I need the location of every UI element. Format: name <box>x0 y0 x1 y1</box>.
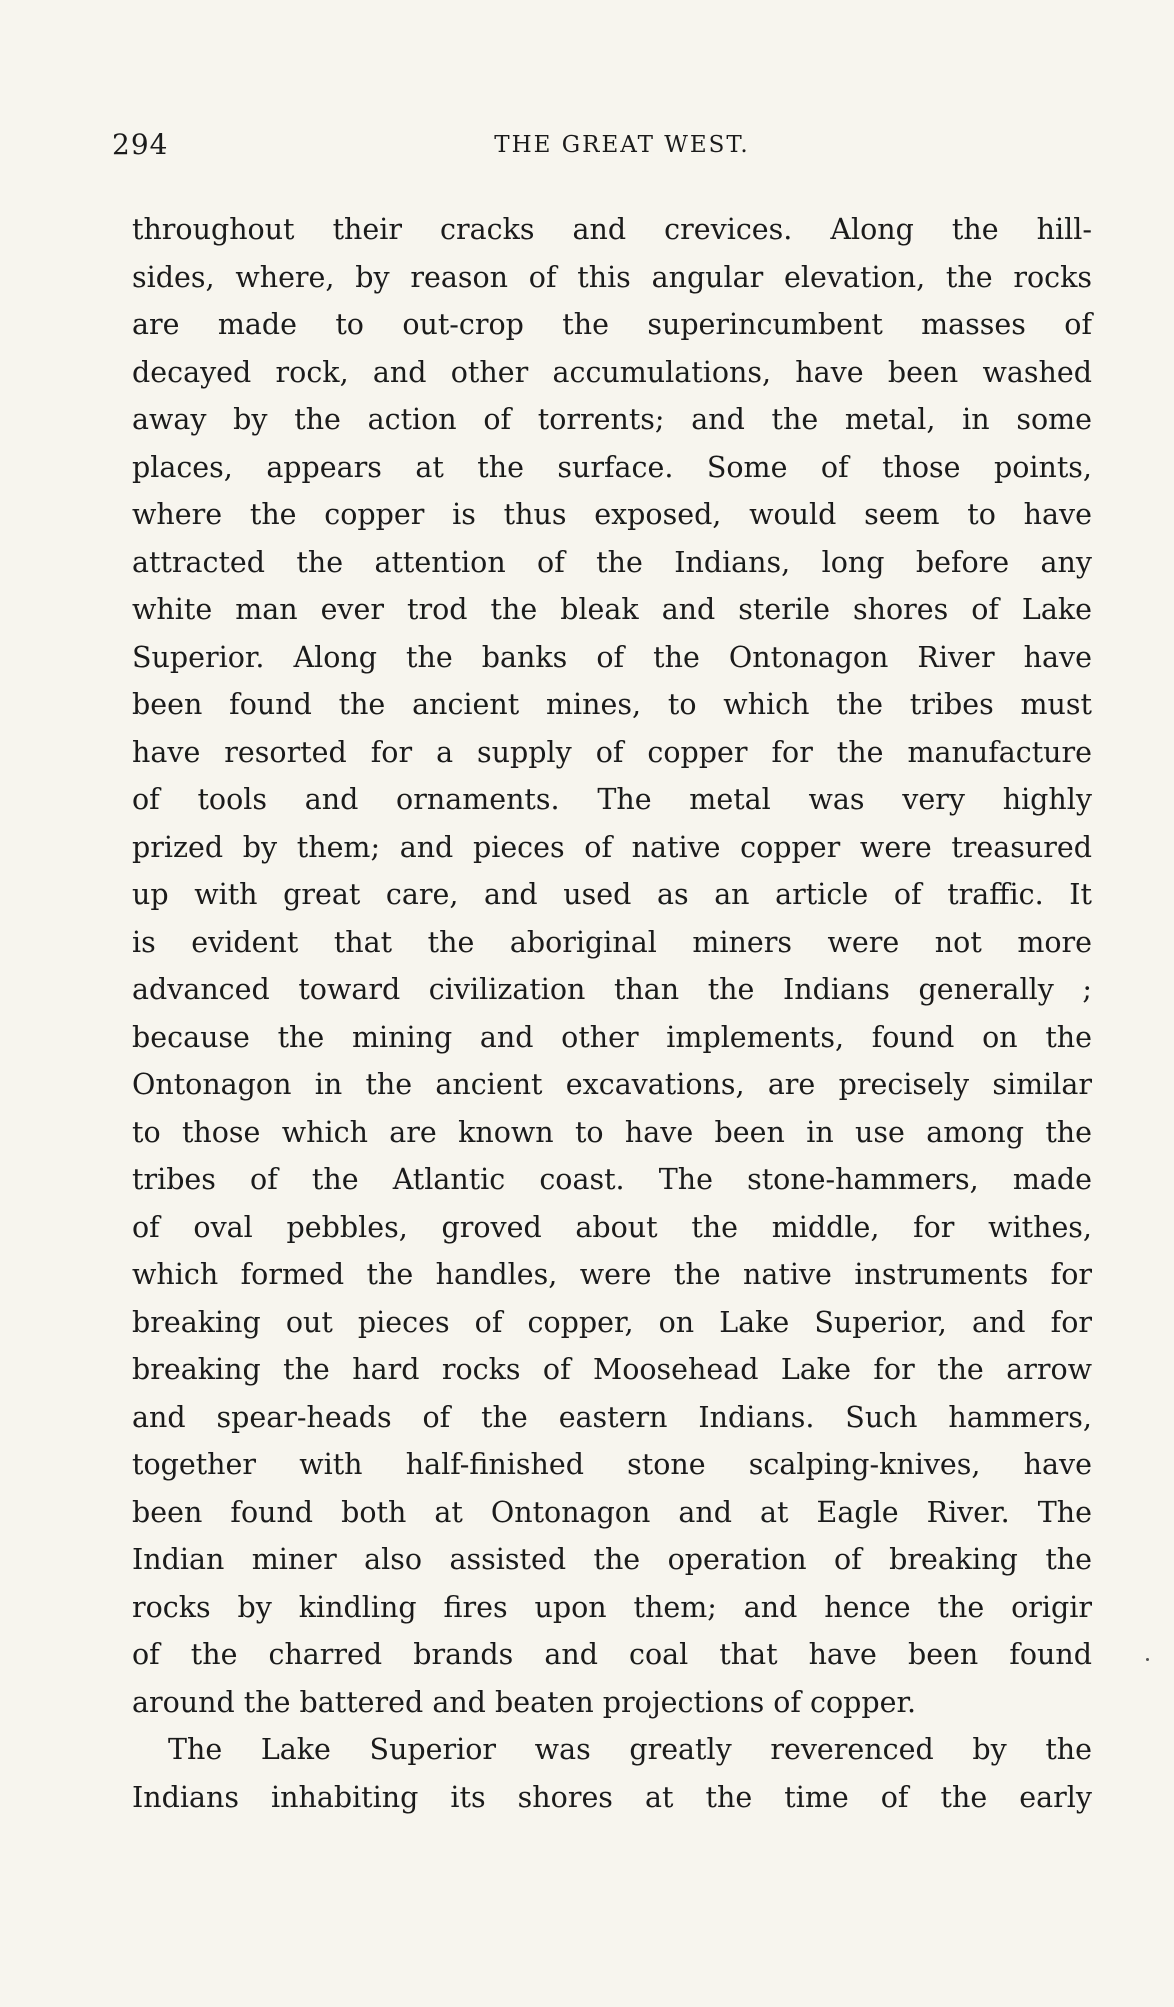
text-line: breaking the hard rocks of Moosehead Lake for the arrow <box>132 1353 1092 1386</box>
text-line: places, appears at the surface. Some of those points, <box>132 450 1092 484</box>
text-line: prized by them; and pieces of native copper were treasured <box>132 830 1092 864</box>
text-line: of the charred brands and coal that have been found <box>132 1638 1092 1671</box>
text-line: because the mining and other implements, found on the <box>132 1020 1092 1054</box>
text-line: Indian miner also assisted the operation of breaking the <box>132 1543 1092 1576</box>
text-line: attracted the attention of the Indians, long before any <box>132 545 1092 579</box>
running-title: THE GREAT WEST. <box>494 132 750 158</box>
text-line: up with great care, and used as an article of traffic. It <box>132 878 1092 911</box>
page-number: 294 <box>112 128 169 161</box>
text-line: Superior. Along the banks of the Ontonagon River have <box>132 640 1092 674</box>
text-line: rocks by kindling fires upon them; and hence the origir <box>132 1590 1092 1624</box>
text-line: sides, where, by reason of this angular elevation, the rocks <box>132 260 1092 294</box>
text-line: been found both at Ontonagon and at Eagle River. The <box>132 1495 1092 1529</box>
text-line: to those which are known to have been in use among the <box>132 1115 1092 1149</box>
text-line: throughout their cracks and crevices. Along the hill- <box>132 213 1092 246</box>
text-line: been found the ancient mines, to which the tribes must <box>132 688 1092 721</box>
running-head <box>112 128 1092 168</box>
text-line: around the battered and beaten projections of copper. <box>132 1685 917 1719</box>
text-line: breaking out pieces of copper, on Lake Superior, and for <box>132 1305 1092 1339</box>
text-line: tribes of the Atlantic coast. The stone-hammers, made <box>132 1163 1092 1196</box>
text-line: together with half-finished stone scalping-knives, have <box>132 1448 1092 1481</box>
text-line: of oval pebbles, groved about the middle, for withes, <box>132 1210 1092 1244</box>
text-line: away by the action of torrents; and the metal, in some <box>132 403 1092 436</box>
text-line: are made to out-crop the superincumbent masses of <box>132 308 1092 341</box>
text-line: have resorted for a supply of copper for the manufacture <box>132 735 1092 769</box>
text-line: of tools and ornaments. The metal was very highly <box>132 783 1092 816</box>
text-line: white man ever trod the bleak and sterile shores of Lake <box>132 593 1092 626</box>
paragraph-first-line: The Lake Superior was greatly reverenced by the <box>168 1733 1092 1766</box>
stray-ink-mark <box>1146 1658 1149 1661</box>
text-line: Ontonagon in the ancient excavations, are precisely similar <box>132 1068 1092 1101</box>
text-line: is evident that the aboriginal miners were not more <box>132 925 1092 959</box>
text-line: decayed rock, and other accumulations, have been washed <box>132 355 1092 389</box>
text-line: and spear-heads of the eastern Indians. Such hammers, <box>132 1400 1092 1434</box>
text-line: which formed the handles, were the native instruments for <box>132 1258 1092 1291</box>
text-line: Indians inhabiting its shores at the time of the early <box>132 1780 1092 1814</box>
text-line: advanced toward civilization than the Indians generally ; <box>132 973 1092 1006</box>
text-line: where the copper is thus exposed, would seem to have <box>132 498 1092 531</box>
body-text <box>132 206 1092 1821</box>
